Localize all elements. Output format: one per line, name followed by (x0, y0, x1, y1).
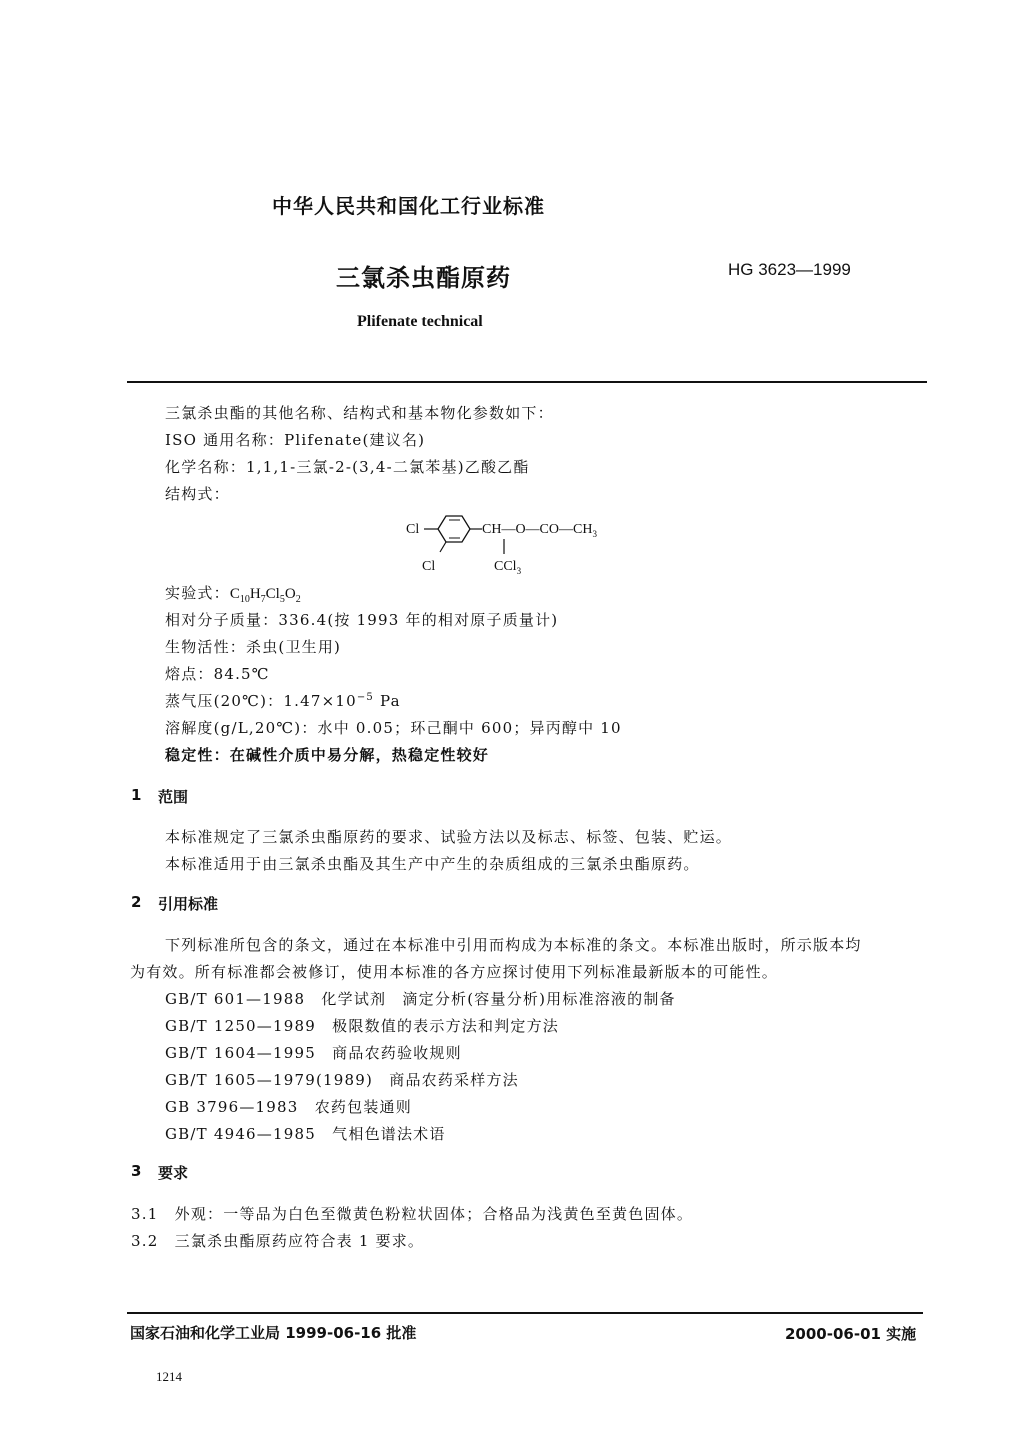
standard-code: HG 3623—1999 (728, 260, 851, 279)
structural-formula (400, 508, 700, 578)
section-2-number: 2 (131, 893, 142, 911)
english-title: Plifenate technical (357, 313, 483, 330)
formula-ccl3: CCl$_3$ (494, 559, 522, 576)
section-3-title: 要求 (158, 1164, 189, 1182)
section-2-paragraph: 下列标准所包含的条文，通过在本标准中引用而构成为本标准的条文。本标准出版时，所示版本均 (165, 936, 862, 954)
reference-item: GB/T 1605—1979(1989) 商品农药采样方法 (165, 1071, 519, 1089)
formula-subscript: 5 (279, 594, 285, 605)
section-1-number: 1 (131, 786, 142, 804)
section-2-title: 引用标准 (158, 895, 219, 913)
intro-lead: 三氯杀虫酯的其他名称、结构式和基本物化参数如下： (165, 404, 554, 422)
formula-element: Cl (265, 586, 280, 602)
chemical-name: 化学名称：1,1,1-三氯-2-(3,4-二氯苯基)乙酸乙酯 (165, 458, 530, 476)
formula-subscript: 10 (239, 594, 250, 605)
section-1-paragraph: 本标准适用于由三氯杀虫酯及其生产中产生的杂质组成的三氯杀虫酯原药。 (165, 855, 700, 873)
vapor-pressure-exponent: −5 (356, 692, 374, 703)
solubility: 溶解度(g/L,20℃)：水中 0.05；环己酮中 600；异丙醇中 10 (165, 719, 622, 737)
formula-bond (440, 542, 446, 552)
section-1-title: 范围 (158, 788, 189, 806)
vapor-pressure-value: 蒸气压(20℃)：1.47×10 (165, 692, 357, 710)
approval-line: 国家石油和化学工业局 1999-06-16 批准 (130, 1324, 417, 1342)
formula-element: H (249, 586, 261, 602)
structure-label: 结构式： (165, 485, 230, 503)
document-title: 三氯杀虫酯原药 (336, 264, 511, 292)
melting-point: 熔点：84.5℃ (165, 665, 270, 683)
formula-element: C (229, 586, 240, 602)
clause-3-2: 3.2 三氯杀虫酯原药应符合表 1 要求。 (131, 1232, 425, 1250)
formula-element: O (284, 586, 296, 602)
formula-label: 实验式： (165, 584, 230, 602)
vapor-pressure (165, 690, 401, 711)
vapor-pressure-unit: Pa (373, 692, 401, 710)
molecular-mass: 相对分子质量：336.4(按 1993 年的相对原子质量计) (165, 611, 559, 629)
reference-item: GB 3796—1983 农药包装通则 (165, 1098, 412, 1116)
formula-value (229, 586, 301, 605)
empirical-formula (165, 582, 301, 605)
reference-item: GB/T 1250—1989 极限数值的表示方法和判定方法 (165, 1017, 559, 1035)
header-rule (127, 381, 927, 383)
reference-item: GB/T 601—1988 化学试剂 滴定分析(容量分析)用标准溶液的制备 (165, 990, 676, 1008)
biological-activity: 生物活性：杀虫(卫生用) (165, 638, 342, 656)
formula-subscript: 2 (295, 594, 301, 605)
section-2-paragraph: 为有效。所有标准都会被修订，使用本标准的各方应探讨使用下列标准最新版本的可能性。 (130, 963, 779, 981)
formula-cl-left: Cl (406, 522, 420, 537)
page-number: 1214 (156, 1369, 182, 1384)
formula-cl-bottom: Cl (422, 559, 436, 574)
reference-item: GB/T 4946—1985 气相色谱法术语 (165, 1125, 446, 1143)
iso-name: ISO 通用名称：Plifenate(建议名) (165, 431, 426, 449)
section-3-number: 3 (131, 1162, 142, 1180)
clause-3-1: 3.1 外观：一等品为白色至微黄色粉粒状固体；合格品为浅黄色至黄色固体。 (131, 1205, 694, 1223)
org-standard-title: 中华人民共和国化工行业标准 (272, 194, 545, 218)
formula-subscript: 7 (260, 594, 266, 605)
formula-chain: $CH—O—CO—CH_3$ (482, 522, 597, 539)
reference-item: GB/T 1604—1995 商品农药验收规则 (165, 1044, 462, 1062)
stability: 稳定性：在碱性介质中易分解，热稳定性较好 (165, 746, 490, 764)
footer-rule (127, 1312, 923, 1314)
effective-date: 2000-06-01 实施 (785, 1325, 917, 1343)
section-1-paragraph: 本标准规定了三氯杀虫酯原药的要求、试验方法以及标志、标签、包装、贮运。 (165, 828, 733, 846)
